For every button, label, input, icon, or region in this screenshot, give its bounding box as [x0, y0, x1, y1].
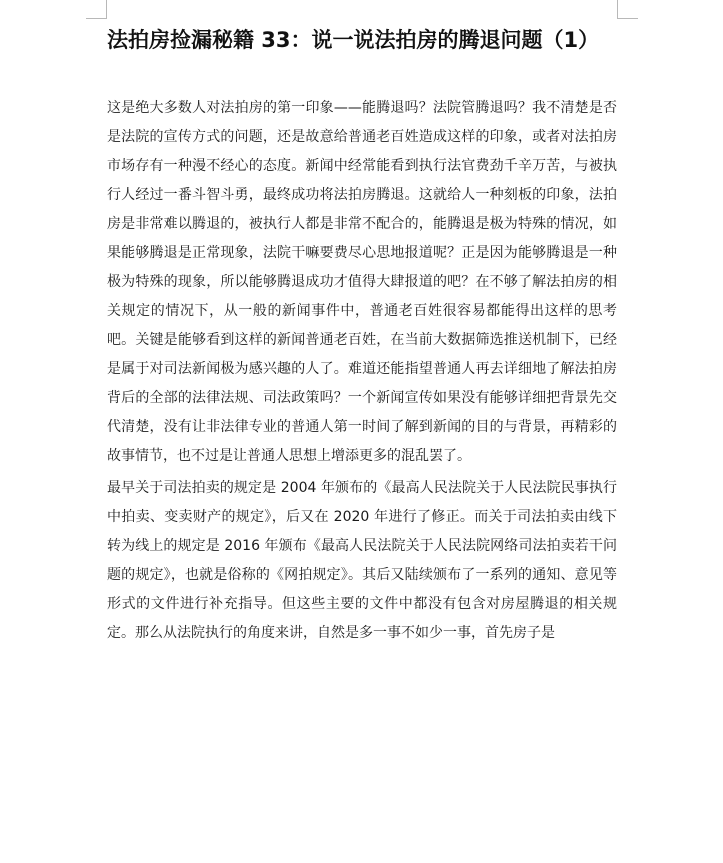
top-right-crop-mark — [617, 0, 638, 19]
paragraph-1: 这是绝大多数人对法拍房的第一印象——能腾退吗？法院管腾退吗？我不清楚是否是法院的宣传方式的问题，还是故意给普通老百姓造成这样的印象，或者对法拍房市场存有一种漫不经心的态度。新闻中经常能看到执行法官费劲千辛万苦，与被执行人经过一番斗智斗勇，最终成功将法拍房腾退。这就给人一种刻板的印象，法拍房是非常难以腾退的，被执行人都是非常不配合的，能腾退是极为特殊的情况，如果能够腾退是正常现象，法院干嘛要费尽心思地报道呢？正是因为能够腾退是一种极为特殊的现象，所以能够腾退成功才值得大肆报道的吧？在不够了解法拍房的相关规定的情况下，从一般的新闻事件中，普通老百姓很容易都能得出这样的思考吧。关键是能够看到这样的新闻普通老百姓，在当前大数据筛选推送机制下，已经是属于对司法新闻极为感兴趣的人了。难道还能指望普通人再去详细地了解法拍房背后的全部的法律法规、司法政策吗？一个新闻宣传如果没有能够详细把背景先交代清楚，没有让非法律专业的普通人第一时间了解到新闻的目的与背景，再精彩的故事情节，也不过是让普通人思想上增添更多的混乱罢了。 — [107, 100, 617, 464]
document-body — [107, 94, 617, 648]
paragraph-2: 最早关于司法拍卖的规定是 2004 年颁布的《最高人民法院关于人民法院民事执行中拍卖、变卖财产的规定》，后又在 2020 年进行了修正。而关于司法拍卖由线下转为线上的规定是 2016 年颁布《最高人民法院关于人民法院网络司法拍卖若干问题的规定》，也就是俗称的《网拍规定》。其后又陆续颁布了一系列的通知、意见等形式的文件进行补充指导。但这些主要的文件中都没有包含对房屋腾退的相关规定。那么从法院执行的角度来讲，自然是多一事不如少一事，首先房子是 — [107, 480, 617, 641]
document-title: 法拍房捡漏秘籍 33：说一说法拍房的腾退问题（1） — [107, 28, 600, 52]
top-left-crop-mark — [86, 0, 107, 19]
